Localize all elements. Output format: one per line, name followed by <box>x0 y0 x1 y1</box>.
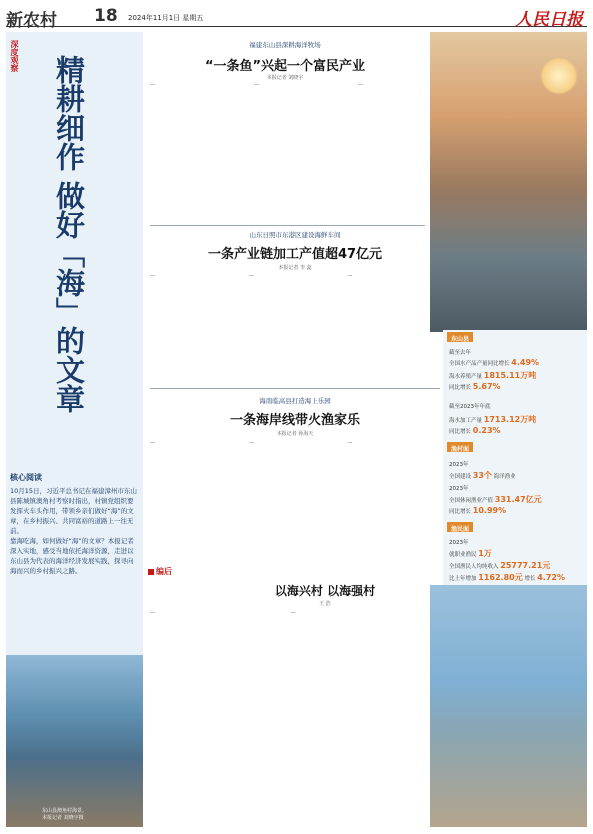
info-label: 海水养殖产量 <box>449 374 483 380</box>
article1-byline: 本报记者 刘晓宇 <box>266 75 304 81</box>
article3-kicker: 海南临高县打造海上乐园 <box>259 397 331 405</box>
article3-col: — <box>150 440 155 446</box>
editor-col: — <box>290 610 296 616</box>
editor-title: 以海兴村 以海强村 <box>274 584 376 598</box>
info-label: 全国渔民人均纯收入 <box>449 564 499 570</box>
article2-body <box>150 273 440 383</box>
info-label: 同比增长 <box>449 509 472 515</box>
info-line: 2023年 <box>449 462 469 468</box>
info-value: 331.47亿元 <box>494 495 542 504</box>
page-number: 18 <box>94 6 118 26</box>
editor-author: 王 浩 <box>319 601 331 607</box>
core-reading-title: 核心阅读 <box>10 473 42 482</box>
info-line <box>449 506 506 515</box>
article1-title: “一条鱼”兴起一个富民产业 <box>204 59 366 74</box>
issue-date: 2024年11月1日 星期五 <box>128 14 204 22</box>
info-label: 全国水产品产量同比增长 <box>449 361 510 367</box>
article1-col: — <box>254 82 259 88</box>
editor-col: — <box>150 610 155 616</box>
infobox-section-1: 东山县 <box>447 332 473 342</box>
article2-col: — <box>248 273 254 279</box>
info-line <box>449 414 536 425</box>
info-value: 33个 <box>472 471 492 480</box>
info-line <box>449 370 536 381</box>
depth-observation-tag: 深度观察 <box>10 40 19 72</box>
info-line <box>449 426 501 435</box>
article2-col: — <box>150 273 155 279</box>
sunset-boat-photo <box>430 32 587 332</box>
info-value: 5.67% <box>472 382 501 391</box>
info-value: 10.99% <box>472 506 507 515</box>
section-name: 新农村 <box>6 11 57 31</box>
info-line <box>449 382 501 391</box>
main-headline <box>48 55 88 455</box>
coast-photo <box>6 655 143 827</box>
info-value: 1万 <box>478 549 492 558</box>
info-line: 2023年 <box>449 486 469 492</box>
sun-icon <box>540 57 578 95</box>
info-value: 1162.80元 <box>478 573 523 582</box>
info-value: 25777.21元 <box>500 561 551 570</box>
article1-kicker: 福建东山县深耕海洋牧场 <box>249 41 321 49</box>
photo-caption: 东山县澳角村海景。 本报记者 刘晓宇摄 <box>42 808 88 821</box>
info-line: 截至去年 <box>449 350 472 356</box>
info-value: 4.72% <box>537 573 565 582</box>
info-line <box>449 494 542 505</box>
info-label: 同比增长 <box>449 429 472 435</box>
core-reading-text: 10月15日，习近平总书记在福建漳州市东山县陈城镇澳角村考察时指出，村镇党组织要发挥火车头作用，带领乡亲们做好“海”的文章，在乡村振兴、共同富裕的道路上一往无前。 靠海吃海，如何做好“海”的文章？本报记者深入实地，感受当地依托海洋资源，走进以东山县为代表的海洋经济发展实践，探寻向海而兴的乡村振兴之路。 <box>10 487 138 575</box>
info-value: 0.23% <box>472 426 501 435</box>
editor-body <box>150 610 425 825</box>
info-value: 4.49% <box>511 358 540 367</box>
info-label: 增长 <box>524 576 536 582</box>
infobox-section-3: 漁村面 <box>447 442 473 452</box>
article3-byline: 本报记者 孙海天 <box>276 431 314 437</box>
data-infobox <box>443 330 587 585</box>
bullet-icon <box>148 569 154 575</box>
info-line <box>449 358 539 367</box>
article3-col: — <box>248 440 254 446</box>
article1-col: — <box>150 82 155 88</box>
info-label: 全国休闲渔业产值 <box>449 498 494 504</box>
info-value: 1713.12万吨 <box>483 415 537 424</box>
info-line <box>449 560 550 571</box>
info-line: 截至2023年年底 <box>449 404 491 410</box>
article3-col: — <box>347 440 353 446</box>
divider <box>150 388 440 389</box>
article2-kicker: 山东日照市东港区建设海鲜车间 <box>249 231 341 239</box>
people-daily-logo: 人民日报 <box>515 10 583 30</box>
article3-title: 一条海岸线带火渔家乐 <box>229 413 360 428</box>
beach-children-photo <box>430 585 587 827</box>
article2-byline: 本报记者 李 蕊 <box>278 265 312 271</box>
info-label: 全国建设 <box>449 474 472 480</box>
editor-note-label <box>148 566 172 577</box>
article2-title: 一条产业链加工产值超47亿元 <box>207 247 383 262</box>
info-label: 海水加工产量 <box>449 418 483 424</box>
headline-line-1: 精耕细作 <box>52 55 86 171</box>
page-header <box>6 5 587 31</box>
info-line <box>449 572 565 583</box>
info-label: 同比增长 <box>449 385 472 391</box>
info-label: 比上年增加 <box>449 576 477 582</box>
infobox-section-4: 渔民面 <box>447 522 473 532</box>
info-line: 2023年 <box>449 540 469 546</box>
article3-body <box>150 440 440 560</box>
info-value: 1815.11万吨 <box>483 371 537 380</box>
divider <box>150 225 425 226</box>
info-line <box>449 548 492 559</box>
editor-label-text: 编后 <box>156 567 172 576</box>
info-line <box>449 470 516 481</box>
info-label: 就职业渔民 <box>449 552 477 558</box>
article2-col: — <box>347 273 353 279</box>
info-label: 海洋渔业 <box>493 474 516 480</box>
article1-col: — <box>358 82 363 88</box>
headline-line-2: 做好「海」的文章 <box>52 181 86 414</box>
